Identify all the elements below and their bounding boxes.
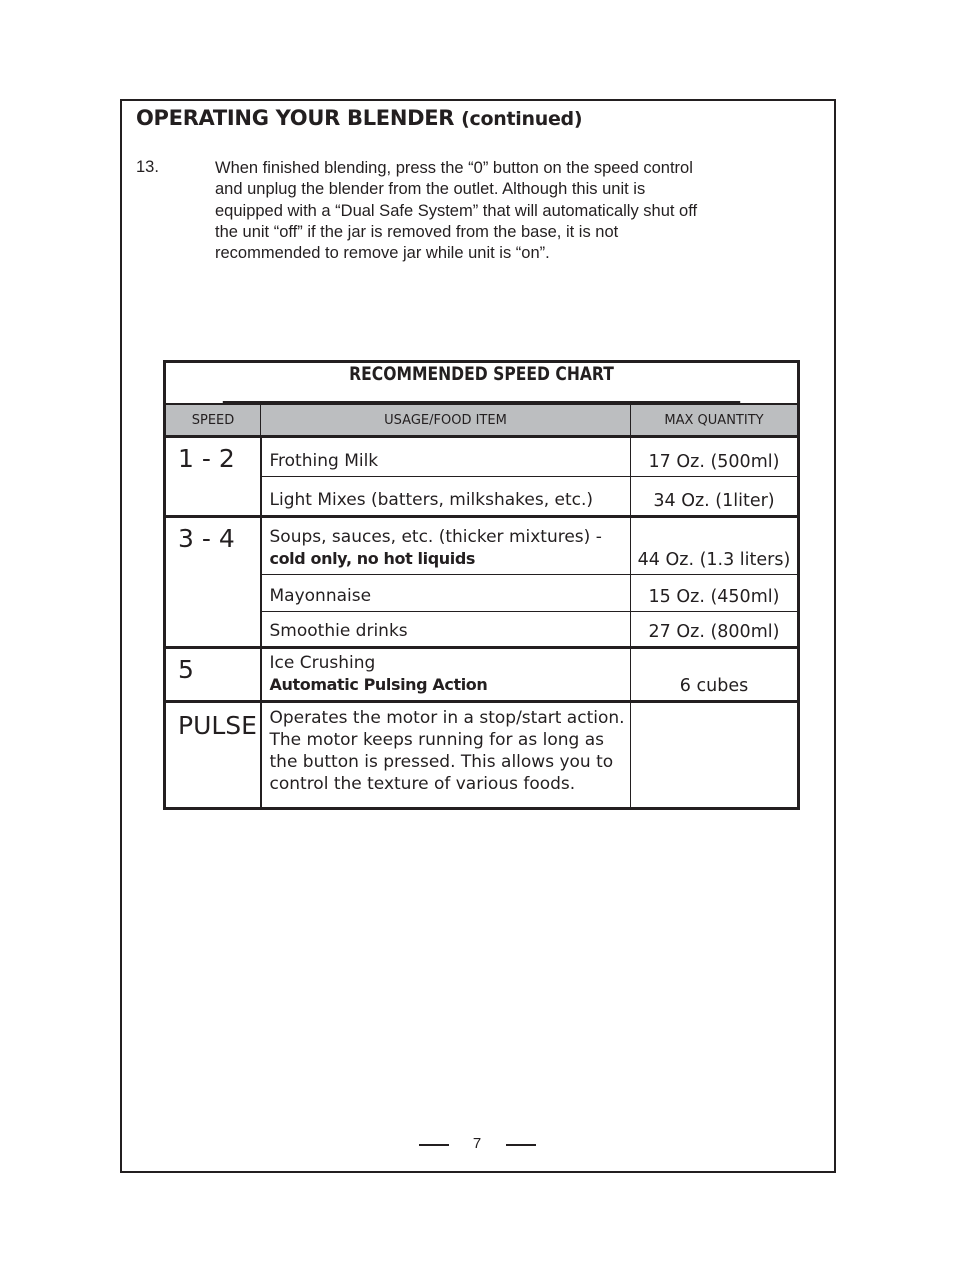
food-item-text: Soups, sauces, etc. (thicker mixtures) - (269, 527, 602, 547)
max-quantity: 15 Oz. (450ml) (631, 575, 799, 612)
pulse-line: The motor keeps running for as long as (269, 730, 604, 750)
max-quantity: 44 Oz. (1.3 liters) (631, 517, 799, 575)
step-line: equipped with a “Dual Safe System” that will automatically shut off (215, 201, 698, 220)
max-quantity (631, 702, 799, 809)
step-line: recommended to remove jar while unit is “on”. (215, 244, 550, 263)
food-item-note: Automatic Pulsing Action (269, 675, 488, 694)
food-item (261, 702, 631, 809)
step-text (215, 158, 805, 264)
pulse-line: control the texture of various foods. (269, 774, 576, 794)
section-heading (136, 106, 582, 130)
speed-value: 5 (165, 648, 261, 702)
food-item (261, 517, 631, 575)
food-item-note: cold only, no hot liquids (269, 549, 476, 568)
speed-value: 3 - 4 (165, 517, 261, 648)
max-quantity: 34 Oz. (1liter) (631, 477, 799, 517)
step-line: When finished blending, press the “0” button on the speed control (215, 159, 693, 177)
speed-chart-table (163, 360, 800, 810)
step-line: the unit “off” if the jar is removed from the base, it is not (215, 222, 619, 241)
food-item: Frothing Milk (261, 437, 631, 477)
food-item: Smoothie drinks (261, 612, 631, 648)
food-item (261, 648, 631, 702)
max-quantity: 27 Oz. (800ml) (631, 612, 799, 648)
max-quantity: 17 Oz. (500ml) (631, 437, 799, 477)
table-row (165, 575, 799, 612)
pulse-line: Operates the motor in a stop/start action. (269, 708, 625, 728)
chart-title: RECOMMENDED SPEED CHART (223, 363, 740, 403)
heading-main: OPERATING YOUR BLENDER (136, 106, 455, 130)
heading-continued: (continued) (461, 108, 583, 130)
header-max: MAX QUANTITY (631, 404, 799, 437)
pulse-line: the button is pressed. This allows you to (269, 752, 614, 772)
food-item-text: Ice Crushing (269, 653, 376, 673)
food-item: Mayonnaise (261, 575, 631, 612)
table-row (165, 648, 799, 702)
page-number: 7 (472, 1135, 482, 1152)
max-quantity: 6 cubes (631, 648, 799, 702)
chart-title-cell (165, 362, 799, 405)
table-row (165, 517, 799, 575)
table-row (165, 477, 799, 517)
speed-value: PULSE (165, 702, 261, 809)
step-line: and unplug the blender from the outlet. Although this unit is (215, 180, 646, 199)
page-number-rule-right (506, 1144, 536, 1146)
header-usage: USAGE/FOOD ITEM (261, 404, 631, 437)
page-number-rule-left (419, 1144, 449, 1146)
step-number: 13. (136, 158, 159, 176)
speed-value: 1 - 2 (165, 437, 261, 517)
header-row (165, 404, 799, 437)
header-speed: SPEED (165, 404, 261, 437)
table-row (165, 702, 799, 809)
food-item: Light Mixes (batters, milkshakes, etc.) (261, 477, 631, 517)
table-row (165, 612, 799, 648)
table-row (165, 437, 799, 477)
